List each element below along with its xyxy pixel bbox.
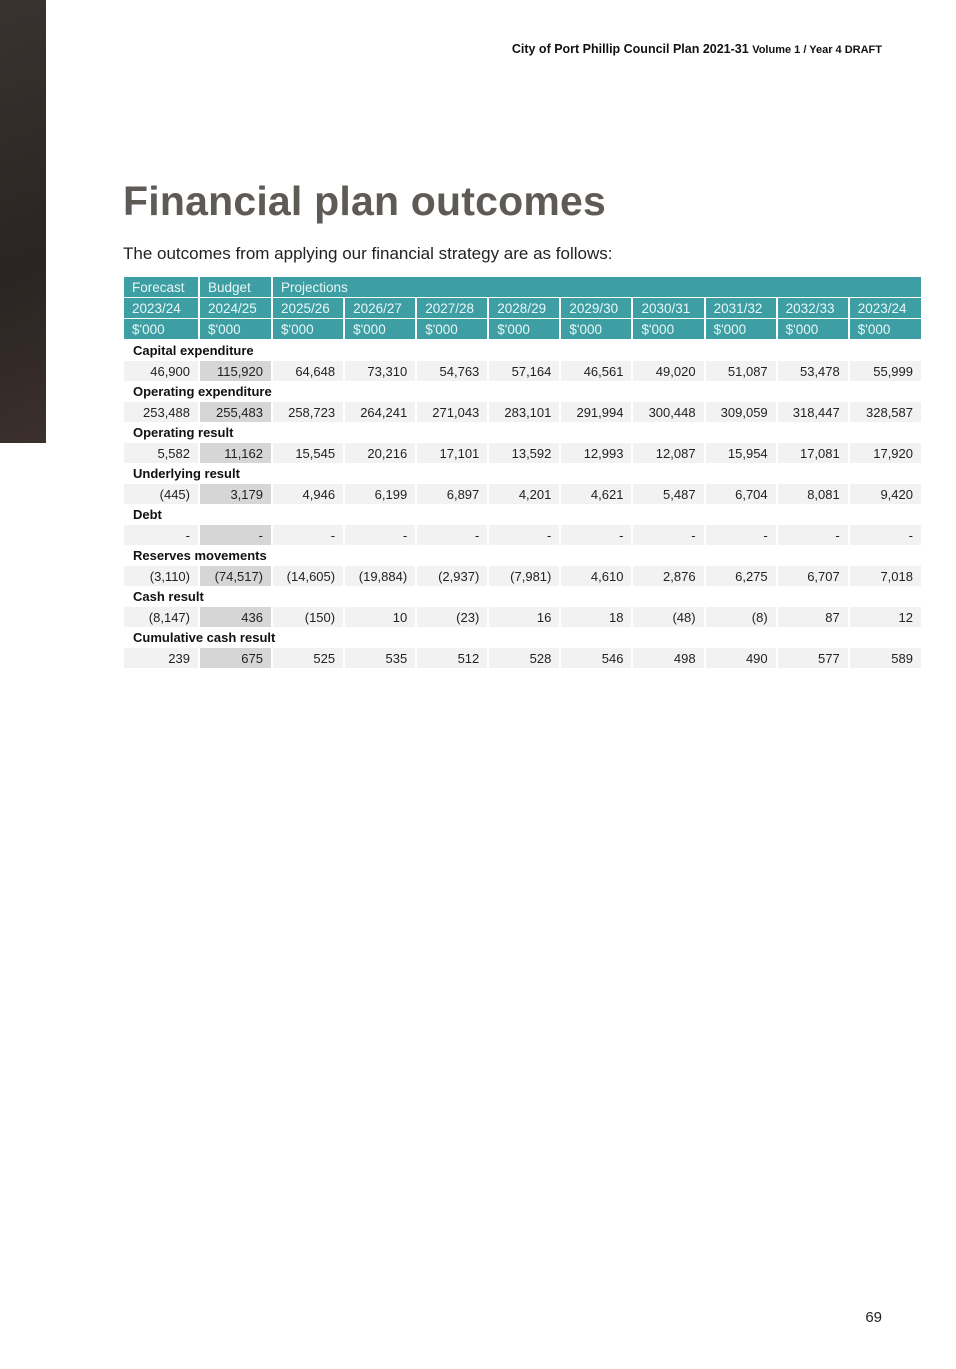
projection-cell: (14,605) bbox=[272, 566, 344, 586]
header-year: 2023/24 bbox=[124, 298, 199, 319]
forecast-cell: 253,488 bbox=[124, 402, 199, 422]
header-unit: $'000 bbox=[272, 319, 344, 340]
projection-cell: 12 bbox=[849, 607, 921, 627]
forecast-cell: 46,900 bbox=[124, 361, 199, 381]
projection-cell: 15,545 bbox=[272, 443, 344, 463]
projection-cell: 271,043 bbox=[416, 402, 488, 422]
projection-cell: - bbox=[416, 525, 488, 545]
projection-cell: 73,310 bbox=[344, 361, 416, 381]
budget-cell: 436 bbox=[199, 607, 272, 627]
financial-outcomes-table bbox=[124, 277, 921, 668]
value-row bbox=[124, 566, 921, 586]
projection-cell: 318,447 bbox=[777, 402, 849, 422]
forecast-cell: 5,582 bbox=[124, 443, 199, 463]
projection-cell: 589 bbox=[849, 648, 921, 668]
header-year: 2031/32 bbox=[705, 298, 777, 319]
value-row bbox=[124, 607, 921, 627]
header-budget: Budget bbox=[199, 277, 272, 298]
projection-cell: 6,897 bbox=[416, 484, 488, 504]
header-year: 2032/33 bbox=[777, 298, 849, 319]
section-label: Operating expenditure bbox=[124, 381, 921, 402]
header-year: 2027/28 bbox=[416, 298, 488, 319]
intro-text: The outcomes from applying our financial strategy are as follows: bbox=[123, 244, 613, 263]
section-label: Operating result bbox=[124, 422, 921, 443]
projection-cell: (7,981) bbox=[488, 566, 560, 586]
projection-cell: 17,101 bbox=[416, 443, 488, 463]
projection-cell: 51,087 bbox=[705, 361, 777, 381]
projection-cell: 6,707 bbox=[777, 566, 849, 586]
projection-cell: 328,587 bbox=[849, 402, 921, 422]
header-year: 2024/25 bbox=[199, 298, 272, 319]
projection-cell: (2,937) bbox=[416, 566, 488, 586]
section-row bbox=[124, 504, 921, 525]
projection-cell: - bbox=[560, 525, 632, 545]
projection-cell: - bbox=[777, 525, 849, 545]
projection-cell: - bbox=[632, 525, 704, 545]
projection-cell: 577 bbox=[777, 648, 849, 668]
projection-cell: 12,993 bbox=[560, 443, 632, 463]
projection-cell: 4,201 bbox=[488, 484, 560, 504]
projection-cell: 512 bbox=[416, 648, 488, 668]
header-row-groups bbox=[124, 277, 921, 298]
table-body bbox=[124, 340, 921, 669]
header-projections: Projections bbox=[272, 277, 921, 298]
projection-cell: (8) bbox=[705, 607, 777, 627]
projection-cell: 15,954 bbox=[705, 443, 777, 463]
budget-cell: 675 bbox=[199, 648, 272, 668]
header-unit: $'000 bbox=[777, 319, 849, 340]
header-unit: $'000 bbox=[849, 319, 921, 340]
header-year: 2029/30 bbox=[560, 298, 632, 319]
projection-cell: (19,884) bbox=[344, 566, 416, 586]
projection-cell: 309,059 bbox=[705, 402, 777, 422]
decorative-side-band bbox=[0, 0, 46, 443]
projection-cell: - bbox=[705, 525, 777, 545]
projection-cell: 264,241 bbox=[344, 402, 416, 422]
section-row bbox=[124, 627, 921, 648]
header-forecast: Forecast bbox=[124, 277, 199, 298]
header-unit: $'000 bbox=[124, 319, 199, 340]
forecast-cell: (3,110) bbox=[124, 566, 199, 586]
header-row-units bbox=[124, 319, 921, 340]
section-label: Cash result bbox=[124, 586, 921, 607]
section-row bbox=[124, 586, 921, 607]
projection-cell: 46,561 bbox=[560, 361, 632, 381]
running-header-title: City of Port Phillip Council Plan 2021-31 bbox=[511, 42, 749, 56]
forecast-cell: 239 bbox=[124, 648, 199, 668]
page-title: Financial plan outcomes bbox=[123, 178, 607, 224]
value-row bbox=[124, 361, 921, 381]
projection-cell: 12,087 bbox=[632, 443, 704, 463]
projection-cell: 546 bbox=[560, 648, 632, 668]
page-number: 69 bbox=[865, 1309, 882, 1326]
header-year: 2030/31 bbox=[632, 298, 704, 319]
header-row-years bbox=[124, 298, 921, 319]
budget-cell: 3,179 bbox=[199, 484, 272, 504]
projection-cell: 4,610 bbox=[560, 566, 632, 586]
projection-cell: 5,487 bbox=[632, 484, 704, 504]
header-year: 2023/24 bbox=[849, 298, 921, 319]
projection-cell: 528 bbox=[488, 648, 560, 668]
projection-cell: 6,275 bbox=[705, 566, 777, 586]
projection-cell: 13,592 bbox=[488, 443, 560, 463]
value-row bbox=[124, 648, 921, 668]
section-row bbox=[124, 381, 921, 402]
header-year: 2025/26 bbox=[272, 298, 344, 319]
financial-outcomes-table-wrapper bbox=[124, 277, 921, 668]
projection-cell: - bbox=[344, 525, 416, 545]
running-header bbox=[512, 42, 882, 56]
value-row bbox=[124, 402, 921, 422]
projection-cell: 20,216 bbox=[344, 443, 416, 463]
projection-cell: 2,876 bbox=[632, 566, 704, 586]
header-unit: $'000 bbox=[705, 319, 777, 340]
projection-cell: (48) bbox=[632, 607, 704, 627]
section-label: Reserves movements bbox=[124, 545, 921, 566]
header-unit: $'000 bbox=[344, 319, 416, 340]
budget-cell: - bbox=[199, 525, 272, 545]
projection-cell: 17,920 bbox=[849, 443, 921, 463]
projection-cell: 490 bbox=[705, 648, 777, 668]
section-row bbox=[124, 340, 921, 362]
projection-cell: 300,448 bbox=[632, 402, 704, 422]
projection-cell: 10 bbox=[344, 607, 416, 627]
forecast-cell: (8,147) bbox=[124, 607, 199, 627]
projection-cell: 4,621 bbox=[560, 484, 632, 504]
header-unit: $'000 bbox=[416, 319, 488, 340]
projection-cell: 54,763 bbox=[416, 361, 488, 381]
section-label: Cumulative cash result bbox=[124, 627, 921, 648]
header-unit: $'000 bbox=[560, 319, 632, 340]
section-label: Capital expenditure bbox=[124, 340, 921, 362]
forecast-cell: - bbox=[124, 525, 199, 545]
projection-cell: 291,994 bbox=[560, 402, 632, 422]
projection-cell: 283,101 bbox=[488, 402, 560, 422]
value-row bbox=[124, 443, 921, 463]
value-row bbox=[124, 525, 921, 545]
budget-cell: (74,517) bbox=[199, 566, 272, 586]
running-header-volume: Volume 1 / Year 4 DRAFT bbox=[752, 44, 882, 56]
projection-cell: (150) bbox=[272, 607, 344, 627]
section-label: Underlying result bbox=[124, 463, 921, 484]
header-unit: $'000 bbox=[199, 319, 272, 340]
section-row bbox=[124, 463, 921, 484]
header-year: 2026/27 bbox=[344, 298, 416, 319]
projection-cell: 535 bbox=[344, 648, 416, 668]
header-year: 2028/29 bbox=[488, 298, 560, 319]
projection-cell: 87 bbox=[777, 607, 849, 627]
value-row bbox=[124, 484, 921, 504]
projection-cell: - bbox=[488, 525, 560, 545]
projection-cell: 7,018 bbox=[849, 566, 921, 586]
projection-cell: 6,199 bbox=[344, 484, 416, 504]
projection-cell: - bbox=[272, 525, 344, 545]
table-header bbox=[124, 277, 921, 340]
section-label: Debt bbox=[124, 504, 921, 525]
projection-cell: 8,081 bbox=[777, 484, 849, 504]
projection-cell: 525 bbox=[272, 648, 344, 668]
budget-cell: 11,162 bbox=[199, 443, 272, 463]
projection-cell: 6,704 bbox=[705, 484, 777, 504]
projection-cell: 18 bbox=[560, 607, 632, 627]
projection-cell: 64,648 bbox=[272, 361, 344, 381]
projection-cell: 49,020 bbox=[632, 361, 704, 381]
forecast-cell: (445) bbox=[124, 484, 199, 504]
budget-cell: 255,483 bbox=[199, 402, 272, 422]
projection-cell: 57,164 bbox=[488, 361, 560, 381]
budget-cell: 115,920 bbox=[199, 361, 272, 381]
projection-cell: 9,420 bbox=[849, 484, 921, 504]
projection-cell: 17,081 bbox=[777, 443, 849, 463]
header-unit: $'000 bbox=[488, 319, 560, 340]
header-unit: $'000 bbox=[632, 319, 704, 340]
projection-cell: - bbox=[849, 525, 921, 545]
projection-cell: 258,723 bbox=[272, 402, 344, 422]
projection-cell: 16 bbox=[488, 607, 560, 627]
projection-cell: 498 bbox=[632, 648, 704, 668]
section-row bbox=[124, 545, 921, 566]
projection-cell: 55,999 bbox=[849, 361, 921, 381]
projection-cell: (23) bbox=[416, 607, 488, 627]
projection-cell: 4,946 bbox=[272, 484, 344, 504]
projection-cell: 53,478 bbox=[777, 361, 849, 381]
section-row bbox=[124, 422, 921, 443]
